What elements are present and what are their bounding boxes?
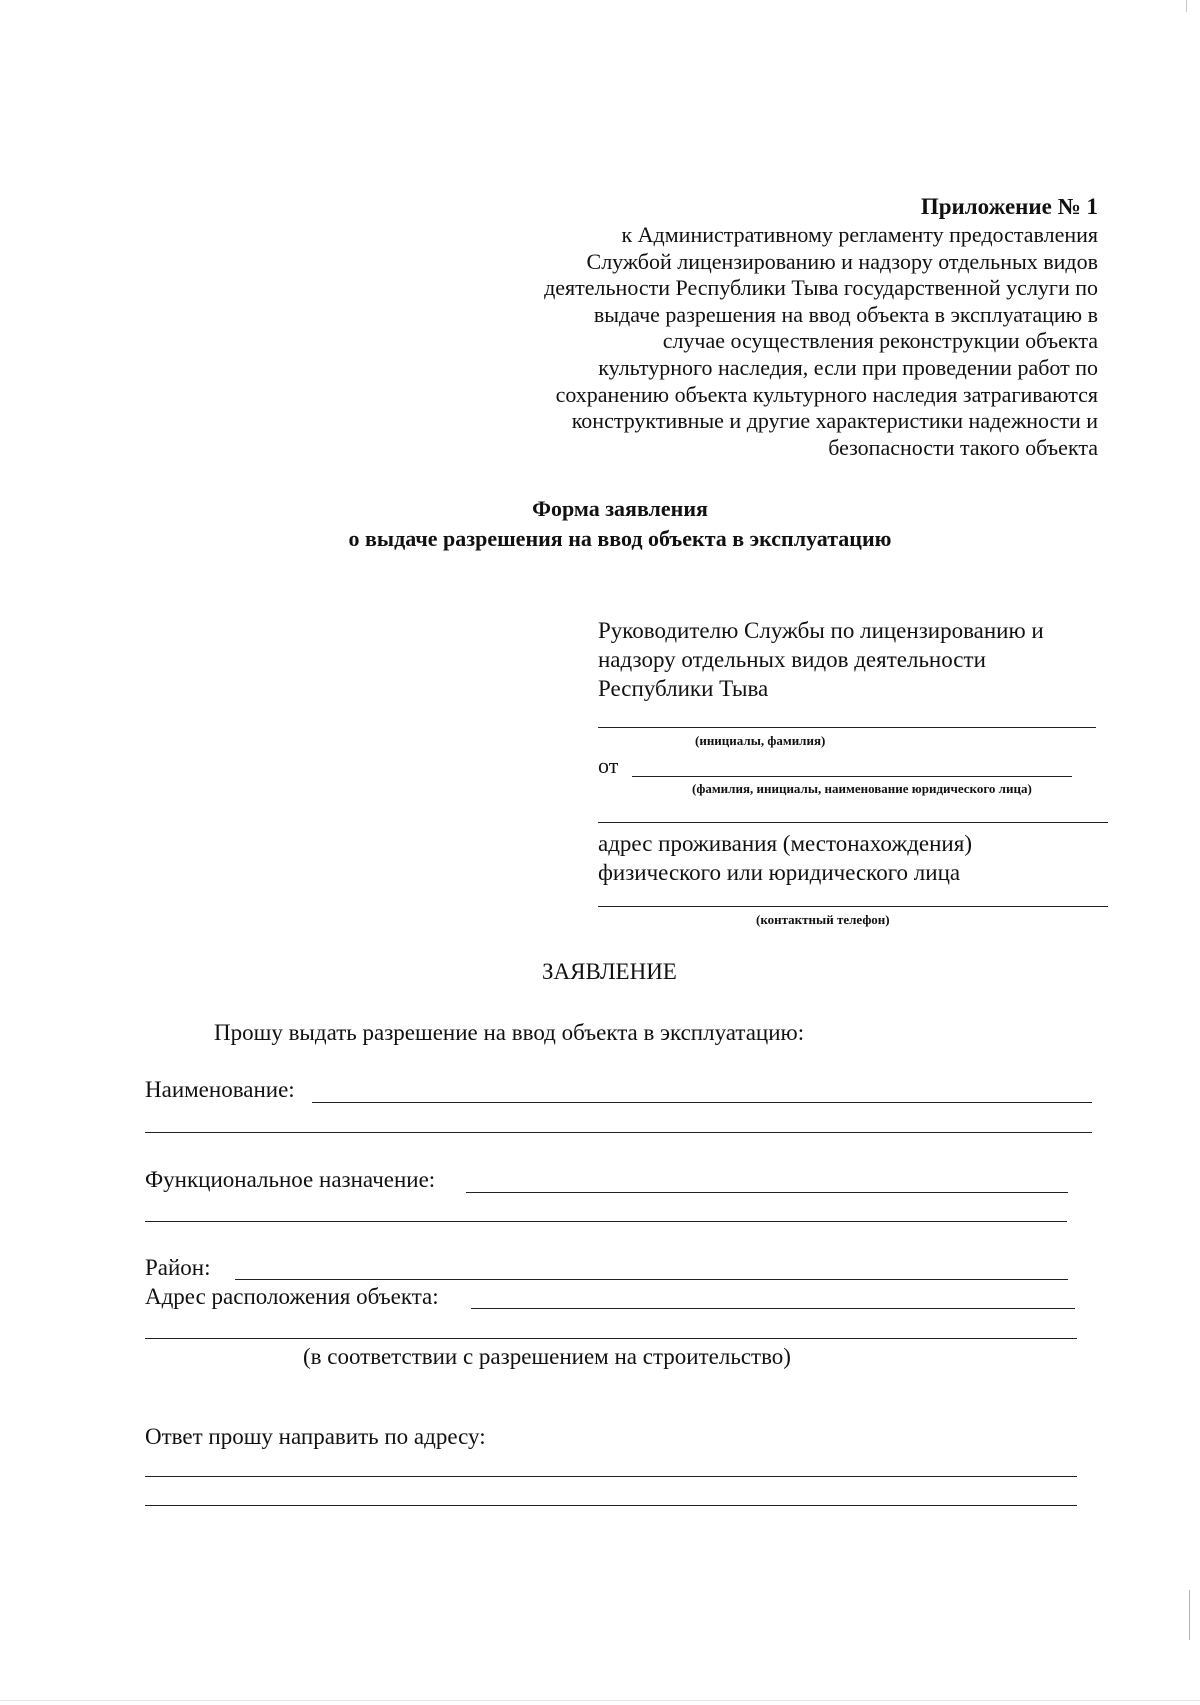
addressee-line: Руководителю Службы по лицензированию и (598, 618, 1044, 643)
object-address-field[interactable] (471, 1308, 1075, 1309)
object-address-field-continuation[interactable] (145, 1338, 1077, 1339)
request-text: Прошу выдать разрешение на ввод объекта в эксплуатацию: (214, 1020, 805, 1045)
scan-edge-mark (1189, 1590, 1190, 1640)
form-title-line-1: Форма заявления (532, 496, 708, 521)
from-caption: (фамилия, инициалы, наименование юридического лица) (692, 781, 1032, 796)
applicant-extra-field[interactable] (598, 822, 1108, 823)
appendix-line: к Административному регламенту предоставления (621, 222, 1098, 247)
appendix-line: выдаче разрешения на ввод объекта в эксплуатацию в (593, 301, 1098, 327)
addressee-line: надзору отдельных видов деятельности (598, 647, 986, 672)
appendix-line: сохранению объекта культурного наследия затрагиваются (555, 381, 1098, 407)
appendix-line: конструктивные и другие характеристики надежности и (571, 408, 1098, 434)
initials-caption: (инициалы, фамилия) (695, 733, 826, 748)
permit-note: (в соответствии с разрешением на строительство) (303, 1344, 791, 1369)
district-field[interactable] (235, 1279, 1068, 1280)
from-field[interactable] (632, 776, 1072, 777)
from-label: от (598, 753, 619, 778)
addressee-line: Республики Тыва (598, 676, 769, 701)
appendix-title: Приложение № 1 (920, 194, 1098, 219)
name-field[interactable] (312, 1102, 1092, 1103)
reply-label: Ответ прошу направить по адресу: (145, 1424, 486, 1449)
appendix-block (450, 192, 1098, 461)
function-field[interactable] (466, 1192, 1068, 1193)
appendix-line: безопасности такого объекта (828, 434, 1098, 460)
function-field-continuation[interactable] (145, 1221, 1067, 1222)
reply-address-field[interactable] (145, 1476, 1077, 1477)
reply-address-field-continuation[interactable] (145, 1505, 1077, 1506)
appendix-line: деятельности Республики Тыва государственной услуги по (544, 275, 1098, 301)
function-label: Функциональное назначение: (145, 1167, 436, 1192)
name-label: Наименование: (145, 1077, 295, 1102)
address-caption-line: физического или юридического лица (598, 860, 961, 885)
phone-caption: (контактный телефон) (756, 912, 890, 927)
appendix-line: случае осуществления реконструкции объекта (662, 328, 1098, 354)
appendix-line: культурного наследия, если при проведении работ по (598, 354, 1098, 380)
appendix-line: Службой лицензированию и надзору отдельных видов (586, 248, 1098, 274)
district-label: Район: (145, 1255, 211, 1280)
phone-field[interactable] (598, 906, 1108, 907)
statement-heading: ЗАЯВЛЕНИЕ (542, 959, 677, 984)
name-field-continuation[interactable] (145, 1132, 1092, 1133)
scan-bottom-edge (0, 1700, 1200, 1701)
address-caption-line: адрес проживания (местонахождения) (598, 831, 972, 856)
scan-edge-mark (1186, 0, 1187, 12)
address-label: Адрес расположения объекта: (145, 1284, 439, 1309)
initials-field[interactable] (598, 727, 1096, 728)
form-title-line-2: о выдаче разрешения на ввод объекта в эксплуатацию (348, 526, 892, 551)
